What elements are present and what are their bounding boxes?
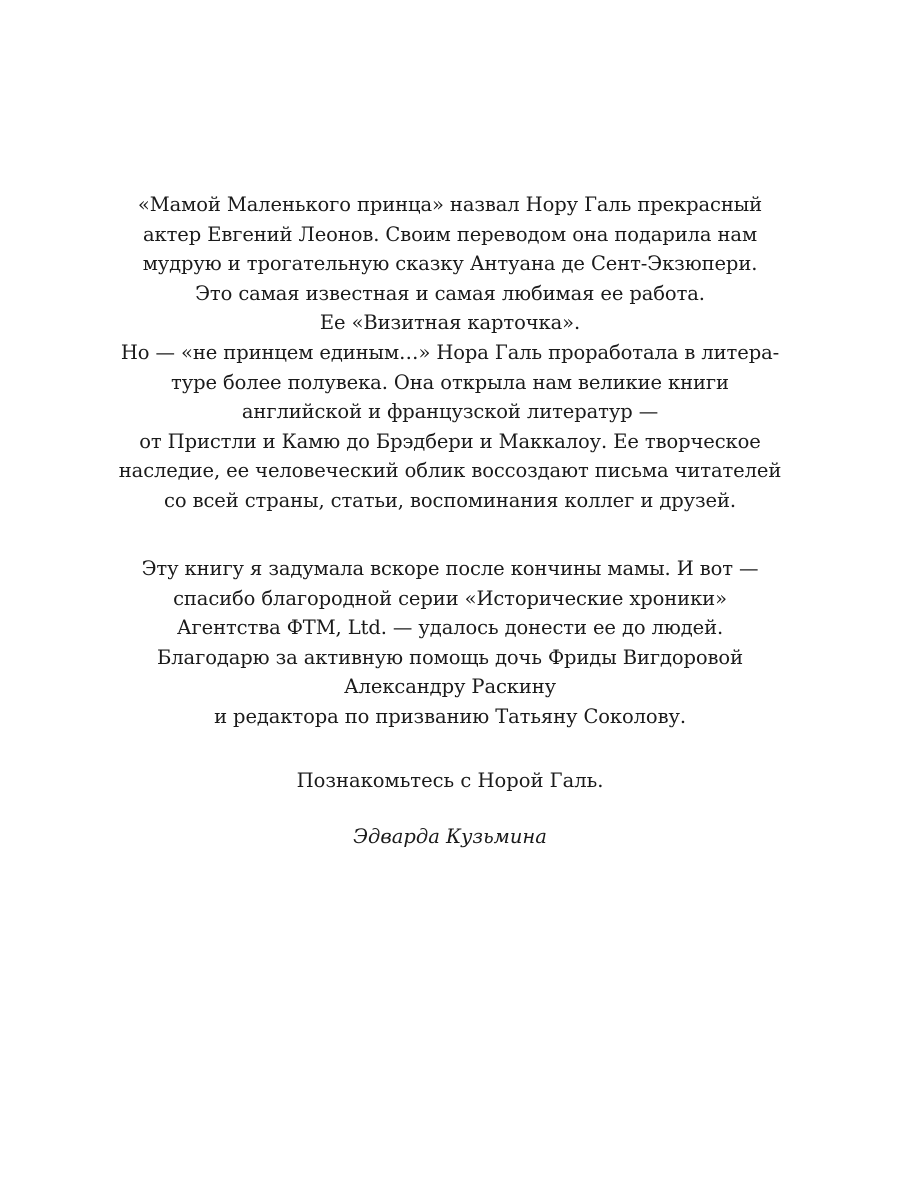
text-line: со всей страны, статьи, воспоминания коллег и друзей. [164, 488, 736, 512]
text-line: от Пристли и Камю до Брэдбери и Маккалоу. Ее творческое [139, 429, 761, 453]
text-line: Это самая известная и самая любимая ее работа. [195, 281, 705, 305]
text-line: Ее «Визитная карточка». [319, 311, 581, 335]
text-line: мудрую и трогательную сказку Антуана де Сент-Экзюпери. [142, 252, 758, 276]
acknowledgement-paragraph [0, 554, 900, 732]
text-line: спасибо благородной серии «Исторические хроники» [173, 586, 727, 610]
text-line: Благодарю за активную помощь дочь Фриды Вигдоровой [157, 645, 743, 669]
text-line: актер Евгений Леонов. Своим переводом она подарила нам [142, 222, 758, 246]
text-line: Эту книгу я задумала вскоре после кончины мамы. И вот — [141, 557, 759, 580]
text-line: туре более полувека. Она открыла нам великие книги [171, 370, 729, 394]
text-line: Агентства ФТМ, Ltd. — удалось донести ее до людей. [176, 616, 724, 640]
text-line: английской и французской литератур — [241, 400, 659, 424]
text-line: наследие, ее человеческий облик воссоздают письма читателей [118, 459, 782, 483]
introduction-paragraph [0, 190, 900, 516]
closing-line: Познакомьтесь с Норой Галь. [296, 769, 604, 792]
text-line: и редактора по призванию Татьяну Соколову. [214, 704, 686, 728]
text-line: Александру Раскину [343, 675, 557, 699]
text-line: Но — «не принцем единым…» Нора Галь проработала в литера- [120, 340, 780, 364]
text-line: «Мамой Маленького принца» назвал Нору Галь прекрасный [137, 193, 763, 216]
author-signature: Эдварда Кузьмина [353, 825, 547, 848]
